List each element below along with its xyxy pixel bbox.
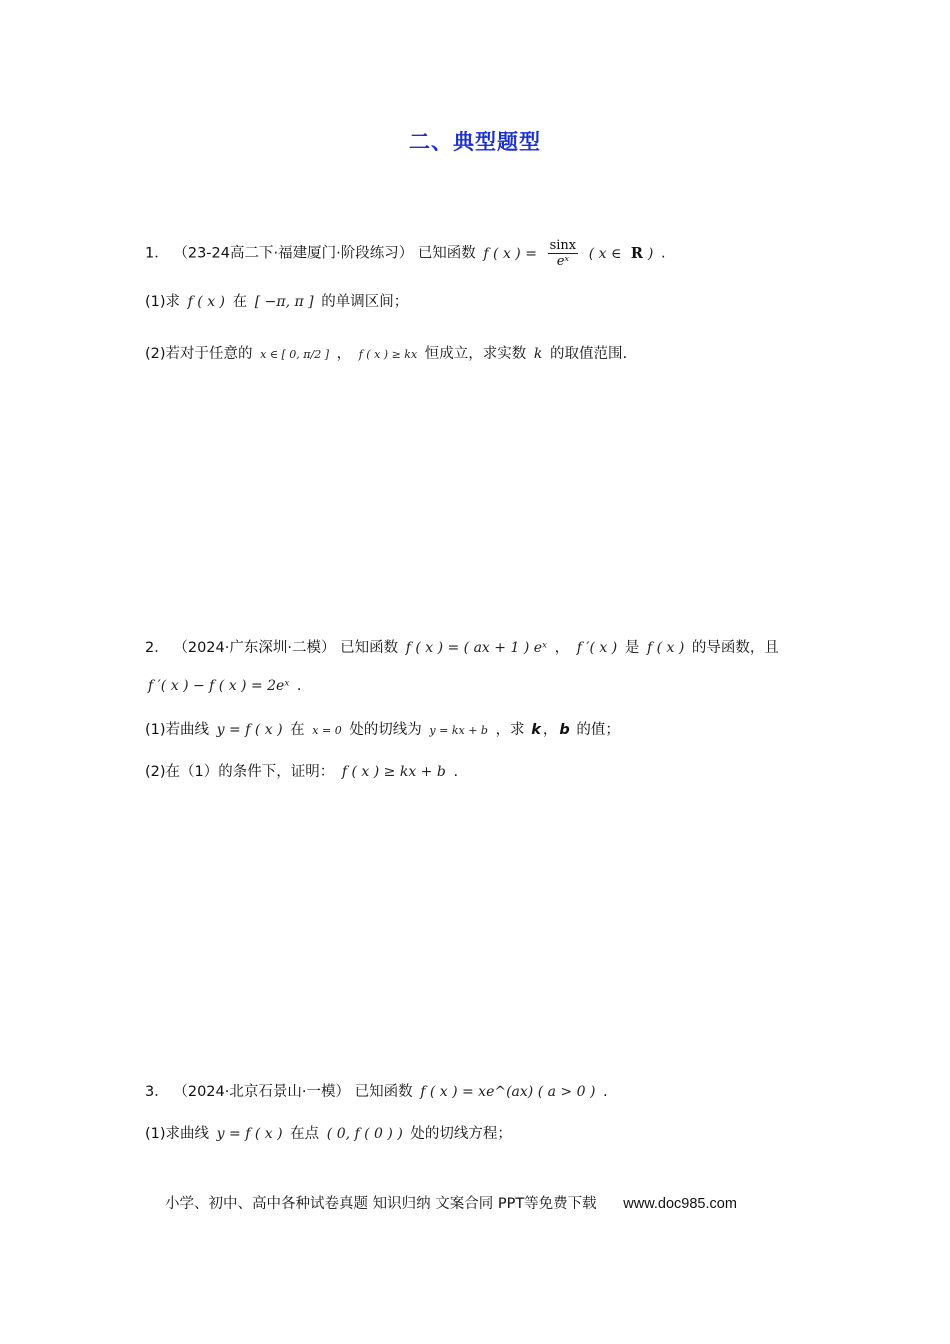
footer-text: 小学、初中、高中各种试卷真题 知识归纳 文案合同 PPT等免费下载 (165, 1196, 597, 1212)
question-source: （2024·北京石景山·一模） (173, 1084, 350, 1100)
math-formula: f ( x ) (646, 640, 685, 656)
question-source: （2024·广东深圳·二模） (173, 640, 336, 656)
question-1-stem: 1． （23-24高二下·福建厦门·阶段练习） 已知函数 f ( x ) = $\frac{\sin x}{\text{eˣ}}$ ( x ∈ R ) . (145, 238, 666, 269)
question-number: 1． (145, 245, 169, 262)
section-title: 二、典型题型 (409, 130, 541, 154)
math-variable: b (559, 722, 570, 738)
page-footer (165, 1192, 737, 1213)
math-formula: y = f ( x ) (216, 1126, 283, 1142)
math-formula: [ −π, π ] (254, 294, 314, 310)
question-2-part-2: (2)在（1）的条件下，证明： f ( x ) ≥ kx + b . (145, 764, 459, 780)
question-1-part-2: (2)若对于任意的 x ∈ [ 0, π/2 ] ， f ( x ) ≥ kx 恒成立，求实数 k 的取值范围. (145, 346, 628, 362)
math-formula: x ∈ [ 0, π/2 ] (260, 348, 329, 361)
math-formula: f ( x ) ≥ kx (358, 348, 418, 361)
question-number: 3． (145, 1084, 169, 1100)
question-number: 2． (145, 640, 169, 656)
footer-site-link[interactable]: www.doc985.com (623, 1196, 737, 1212)
math-variable: k (533, 346, 543, 362)
math-fraction: $\frac{\sin x}{\text{eˣ}}$ (549, 238, 577, 269)
math-variable: k (531, 722, 541, 738)
math-formula: f ( x ) ≥ kx + b (341, 764, 446, 780)
math-formula: f ′( x ) (576, 640, 618, 656)
math-formula: f ( x ) = (483, 245, 537, 262)
math-formula: f ( x ) = ( ax + 1 ) eˣ (405, 640, 547, 656)
question-2-stem: 2． （2024·广东深圳·二模） 已知函数 f ( x ) = ( ax + 1 ) eˣ ， f ′( x ) 是 f ( x ) 的导函数，且 (145, 640, 779, 656)
math-formula: y = kx + b (429, 724, 488, 737)
math-formula: x = 0 (312, 724, 342, 737)
question-3-stem: 3． （2024·北京石景山·一模） 已知函数 f ( x ) = xe^(ax) ( a > 0 ) . (145, 1084, 608, 1100)
math-formula: ( 0, f ( 0 ) ) (326, 1126, 403, 1142)
question-source: （23-24高二下·福建厦门·阶段练习） (173, 245, 414, 262)
question-2-part-1: (1)若曲线 y = f ( x ) 在 x = 0 处的切线为 y = kx + b ，求 k ， b 的值； (145, 722, 620, 738)
math-formula: f ′( x ) − f ( x ) = 2eˣ (148, 678, 290, 694)
math-formula: f ( x ) = xe^(ax) ( a > 0 ) (420, 1084, 596, 1100)
question-3-part-1: (1)求曲线 y = f ( x ) 在点 ( 0, f ( 0 ) ) 处的切线方程； (145, 1126, 512, 1142)
math-formula: y = f ( x ) (216, 722, 283, 738)
question-2-stem-cont: f ′( x ) − f ( x ) = 2eˣ . (148, 678, 302, 694)
math-formula: f ( x ) (187, 294, 226, 310)
question-1-part-1: (1)求 f ( x ) 在 [ −π, π ] 的单调区间； (145, 294, 409, 310)
